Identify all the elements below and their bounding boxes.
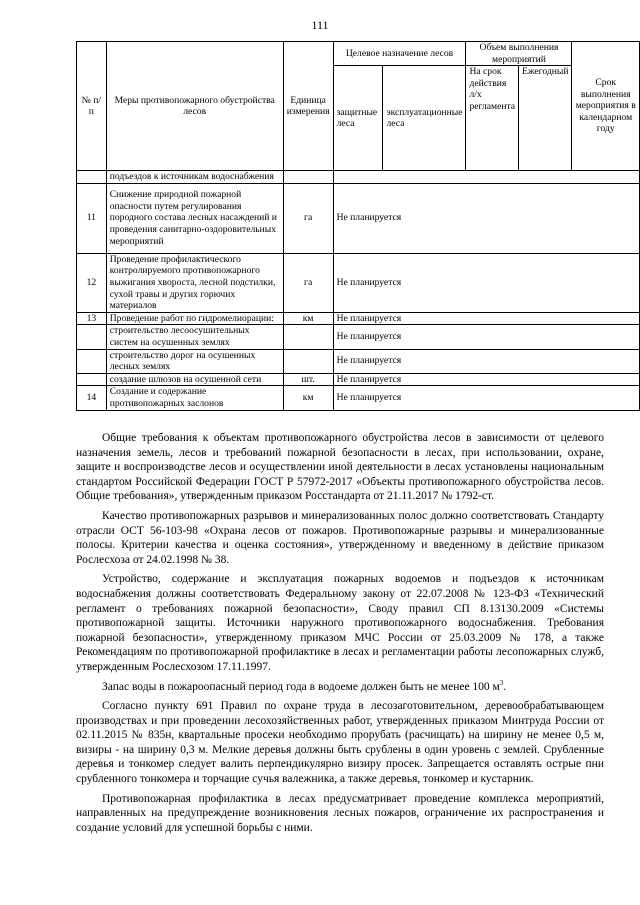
row-num: 13 <box>77 312 107 325</box>
row-unit: шт. <box>283 373 333 386</box>
row-unit: га <box>283 183 333 253</box>
row-num <box>77 373 107 386</box>
table-row <box>77 373 640 386</box>
row-measure: строительство дорог на осушенных лесных землях <box>106 349 283 373</box>
table-row <box>77 386 640 410</box>
row-measure: подъездов к источникам водоснабжения <box>106 171 283 184</box>
row-num: 14 <box>77 386 107 410</box>
row-measure: Проведение работ по гидромелиорации: <box>106 312 283 325</box>
table-row <box>77 253 640 312</box>
row-status: Не планируется <box>333 349 639 373</box>
header-num: № п/п <box>77 42 107 171</box>
row-unit: га <box>283 253 333 312</box>
row-status: Не планируется <box>333 183 639 253</box>
row-unit <box>283 349 333 373</box>
row-unit: км <box>283 312 333 325</box>
header-purpose: Целевое назначение лесов <box>333 42 466 66</box>
header-protective: защитные леса <box>333 66 383 171</box>
header-measures: Меры противопожарного обустройства лесов <box>106 42 283 171</box>
row-unit <box>283 325 333 349</box>
row-measure: Снижение природной пожарной опасности путем регулирования породного состава лесных насаждений и проведения санитарно-оздоровительных мероприятий <box>106 183 283 253</box>
body-text <box>76 431 604 840</box>
row-unit: км <box>283 386 333 410</box>
row-num <box>77 349 107 373</box>
header-exploitation: эксплуатационные леса <box>383 66 466 171</box>
water-sup: 3 <box>499 678 504 687</box>
paragraph: Качество противопожарных разрывов и минерализованных полос должно соответствовать Стандарту отрасли ОСТ 56-103-98 «Охрана лесов от пожаров. Противопожарные разрывы и минерализованные полосы. Критерии качества и оценка состояния», утвержденному и введенному в действие приказом Рослесхоза от 24.02.1998 № 38. <box>76 509 604 566</box>
paragraph: Противопожарная профилактика в лесах предусматривает проведение комплекса мероприятий, направленных на предупреждение возникновения лесных пожаров, ограничение их распространения и создание условий для успешной борьбы с ними. <box>76 792 604 834</box>
paragraph: Устройство, содержание и эксплуатация пожарных водоемов и подъездов к источникам водоснабжения должны соответствовать Федеральному закону от 22.07.2008 № 123-ФЗ «Технический регламент о требованиях пожарной безопасности», Своду правил СП 8.13130.2009 «Системы противопожарной защиты. Источники наружного противопожарного водоснабжения. Требования пожарной безопасности», утвержденному приказом МЧС России от 25.03.2009 № 178, а также Рекомендациям по противопожарной профилактике в лесах и регламентации работы лесопожарных служб, утвержденным Рослесхозом 17.11.1997. <box>76 573 604 673</box>
row-status <box>333 171 639 184</box>
row-status: Не планируется <box>333 373 639 386</box>
row-measure: Создание и содержание противопожарных заслонов <box>106 386 283 410</box>
fire-measures-table <box>76 41 640 411</box>
row-status: Не планируется <box>333 325 639 349</box>
table-row <box>77 349 640 373</box>
row-num <box>77 171 107 184</box>
row-num: 12 <box>77 253 107 312</box>
row-measure: Проведение профилактического контролируемого противопожарного выжигания хвороста, лесной подстилки, сухой травы и других горючих материалов <box>106 253 283 312</box>
paragraph: Согласно пункту 691 Правил по охране труда в лесозаготовительном, деревообрабатывающем производствах и при проведении лесохозяйственных работ, утвержденных приказом Минтруда России от 02.11.2015 № 835н, квартальные просеки необходимо прорубать (расчищать) на ширину не менее 0,5 м, визиры - на ширину 0,3 м. Мелкие деревья должны быть срублены в один уровень с землей. Срубленные деревья и тонкомер следует валить перпендикулярно визиру просек. Запрещается оставлять острые пни срубленного тонкомера и торчащие сучья валежника, а также деревья, тонкомер и кустарник. <box>76 700 604 786</box>
header-volume: Объем выполнения мероприятий <box>466 42 572 66</box>
water-end: . <box>503 680 507 693</box>
header-unit: Единица измерения <box>283 42 333 171</box>
table-row <box>77 325 640 349</box>
header-deadline: Срок выполнения мероприятия в календарном году <box>572 42 640 171</box>
table-row <box>77 312 640 325</box>
water-text: Запас воды в пожароопасный период года в водоеме должен быть не менее 100 м <box>102 680 500 693</box>
row-measure: создание шлюзов на осушенной сети <box>106 373 283 386</box>
row-status: Не планируется <box>333 312 639 325</box>
row-measure: строительство лесоосушительных систем на осушенных землях <box>106 325 283 349</box>
row-status: Не планируется <box>333 253 639 312</box>
paragraph: Общие требования к объектам противопожарного обустройства лесов в зависимости от целевого назначения земель, лесов и требований пожарной безопасности в лесах, при использовании, охране, защите и воспроизводстве лесов и осуществлении иной деятельности в лесах установлены национальным стандартом Российской Федерации ГОСТ Р 57972-2017 «Объекты противопожарного обустройства лесов. Общие требования», утвержденным приказом Росстандарта от 21.11.2017 № 1792-ст. <box>76 432 604 503</box>
row-unit <box>283 171 333 184</box>
header-term-period: На срок действия л/х регламента <box>466 66 519 171</box>
page-number: 111 <box>311 18 329 32</box>
row-num <box>77 325 107 349</box>
water-volume-paragraph <box>76 680 604 695</box>
header-annual: Ежегодный <box>519 66 572 171</box>
table-row <box>77 171 640 184</box>
table-row <box>77 183 640 253</box>
row-num: 11 <box>77 183 107 253</box>
row-status: Не планируется <box>333 386 639 410</box>
